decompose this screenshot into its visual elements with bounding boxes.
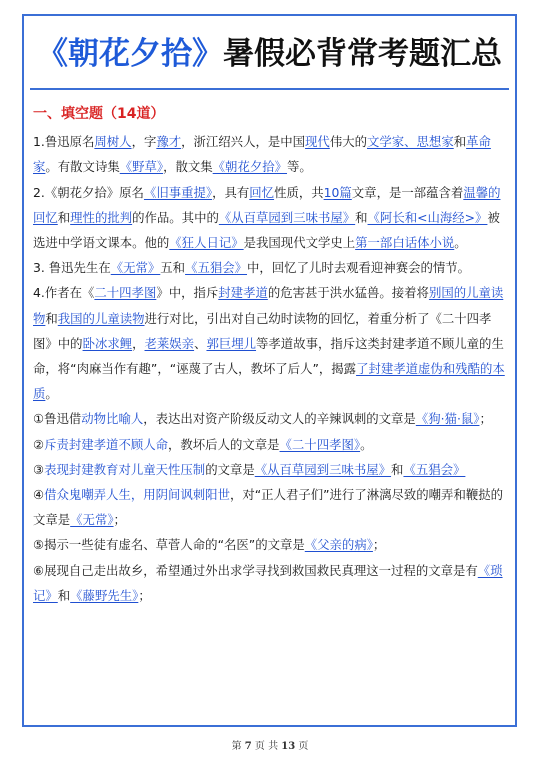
- page-frame: [22, 14, 517, 727]
- page-title: [24, 34, 515, 74]
- content-body: [24, 102, 515, 608]
- page-footer: 第 7 页 共 13 页: [231, 741, 309, 752]
- question-1: 1.鲁迅原名周树人，字豫才，浙江绍兴人，是中国现代伟大的文学家、思想家和革命家。有散文诗集《野草》，散文集《朝花夕拾》等。: [33, 134, 491, 175]
- item-6: ⑥展现自己走出故乡，希望通过外出求学寻找到救国救民真理这一过程的文章是有《琐记》和《藤野先生》；: [33, 562, 503, 603]
- question-2: 2.《朝花夕拾》原名《旧事重提》，具有回忆性质，共10篇文章，是一部蕴含着温馨的回忆和理性的批判的作品。其中的《从百草园到三味书屋》和《阿长和<山海经>》被选进中学语文课本。他的《狂人日记》是我国现代文学史上第一部白话体小说。: [33, 184, 501, 251]
- question-3: 3. 鲁迅先生在《无常》五和《五猖会》中，回忆了儿时去观看迎神赛会的情节。: [33, 260, 471, 276]
- item-5: ⑤揭示一些徒有虚名、草菅人命的“名医”的文章是《父亲的病》；: [33, 537, 386, 553]
- item-2: ②斥责封建孝道不顾人命，教坏后人的文章是《二十四孝图》。: [33, 436, 373, 452]
- item-3: ③表现封建教育对儿童天性压制的文章是《从百草园到三味书屋》和《五猖会》: [33, 461, 466, 477]
- title-divider: [30, 88, 509, 90]
- item-4: ④借众鬼嘲弄人生，用阴间讽刺阳世，对“正人君子们”进行了淋漓尽致的嘲弄和鞭挞的文章是《无常》；: [33, 487, 504, 528]
- title-subject: 暑假必背常考题汇总: [223, 36, 502, 72]
- section-heading: 一、填空题（14道）: [33, 106, 165, 122]
- page-number: 7: [244, 741, 252, 752]
- page-total: 13: [281, 741, 296, 752]
- item-1: ①鲁迅借动物比喻人，表达出对资产阶级反动文人的辛辣讽刺的文章是《狗·猫·鼠》；: [33, 411, 492, 427]
- title-book-name: 《朝花夕拾》: [37, 36, 223, 72]
- question-4: 4.作者在《二十四孝图》中，指斥封建孝道的危害甚于洪水猛兽。接着将别国的儿童读物和我国的儿童读物进行对比，引出对自己幼时读物的回忆，着重分析了《二十四孝图》中的卧冰求鲤，老莱娱亲、郭巨埋儿等孝道故事，指斥这类封建孝道不顾儿童的生命，将“肉麻当作有趣”，“诬蔑了古人，教坏了后人”，揭露了封建孝道虚伪和残酷的本质。: [33, 285, 505, 402]
